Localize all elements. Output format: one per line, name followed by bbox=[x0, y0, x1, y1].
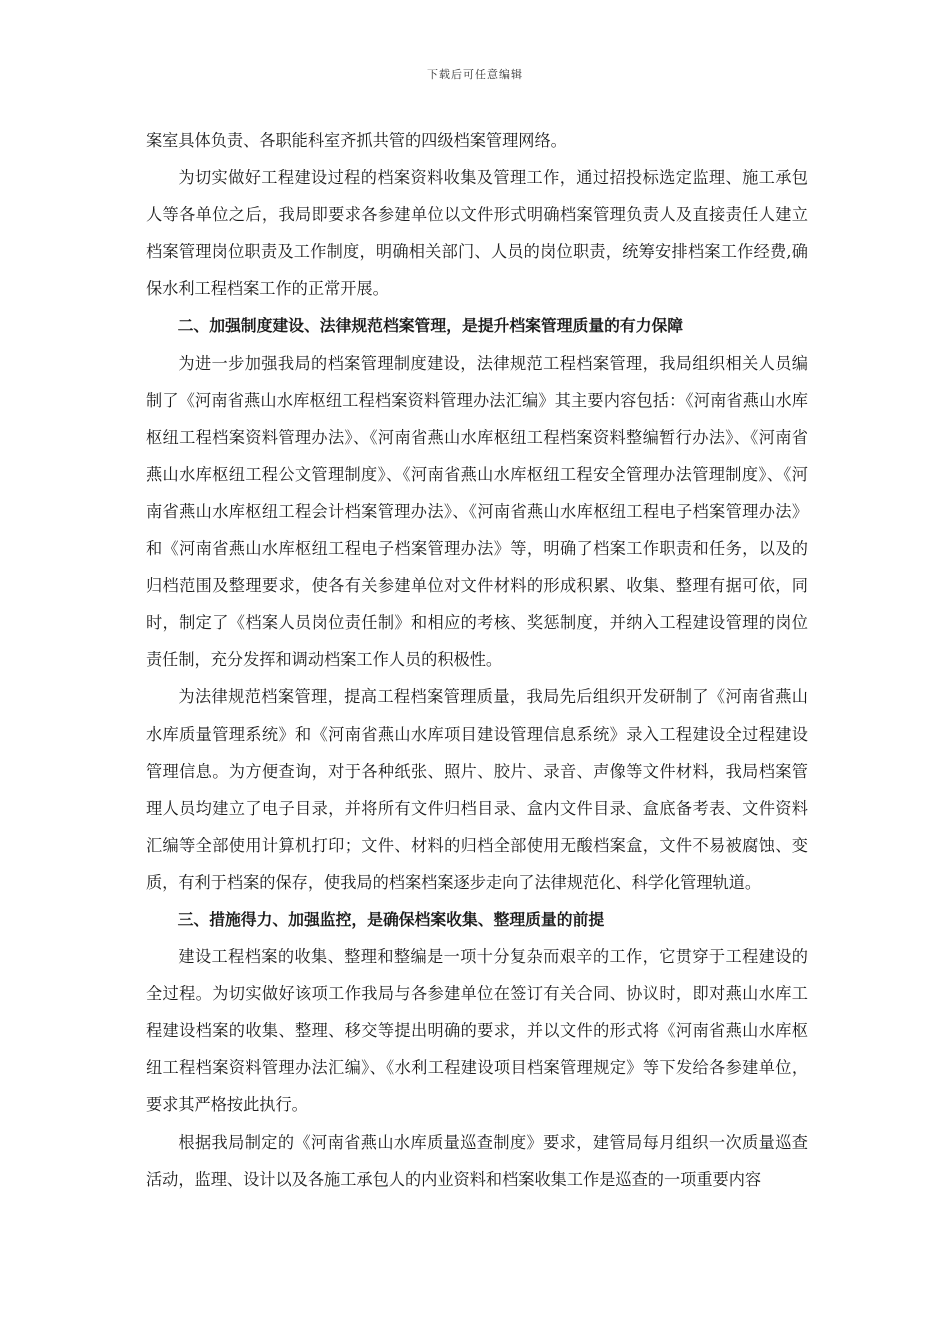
section-heading-3: 三、措施得力、加强监控，是确保档案收集、整理质量的前提 bbox=[177, 909, 605, 929]
paragraph-collection-work: 建设工程档案的收集、整理和整编是一项十分复杂而艰辛的工作，它贯穿于工程建设的全过程。为切实做好该项工作我局与各参建单位在签订有关合同、协议时，即对燕山水库工程建设档案的收集、整理、移交等提出明确的要求，并以文件的形式将《河南省燕山水库枢纽工程档案资料管理办法汇编》、《水利工程建设项目档案管理规定》等下发给各参建单位，要求其严格按此执行。 bbox=[146, 947, 808, 1115]
paragraph-archive-collection: 为切实做好工程建设过程的档案资料收集及管理工作，通过招投标选定监理、施工承包人等各单位之后，我局即要求各参建单位以文件形式明确档案管理负责人及直接责任人建立档案管理岗位职责及工作制度，明确相关部门、人员的岗位职责，统筹安排档案工作经费,确保水利工程档案工作的正常开展。 bbox=[146, 168, 808, 299]
paragraph-system-building: 为进一步加强我局的档案管理制度建设，法律规范工程档案管理，我局组织相关人员编制了《河南省燕山水库枢纽工程档案资料管理办法汇编》其主要内容包括：《河南省燕山水库枢纽工程档案资料管理办法》、《河南省燕山水库枢纽工程档案资料整编暂行办法》、《河南省燕山水库枢纽工程公文管理制度》、《河南省燕山水库枢纽工程安全管理办法管理制度》、《河南省燕山水库枢纽工程会计档案管理办法》、《河南省燕山水库枢纽工程电子档案管理办法》和《河南省燕山水库枢纽工程电子档案管理办法》等，明确了档案工作职责和任务，以及的归档范围及整理要求，使各有关参建单位对文件材料的形成积累、收集、整理有据可依，同时，制定了《档案人员岗位责任制》和相应的考核、奖惩制度，并纳入工程建设管理的岗位责任制，充分发挥和调动档案工作人员的积极性。 bbox=[146, 353, 808, 670]
document-body bbox=[146, 122, 808, 1198]
paragraph-legal-standardization: 为法律规范档案管理，提高工程档案管理质量，我局先后组织开发研制了《河南省燕山水库质量管理系统》和《河南省燕山水库项目建设管理信息系统》录入工程建设全过程建设管理信息。为方便查询，对于各种纸张、照片、胶片、录音、声像等文件材料，我局档案管理人员均建立了电子目录，并将所有文件归档目录、盒内文件目录、盒底备考表、文件资料汇编等全部使用计算机打印；文件、材料的归档全部使用无酸档案盒，文件不易被腐蚀、变质，有利于档案的保存，使我局的档案档案逐步走向了法律规范化、科学化管理轨道。 bbox=[146, 687, 808, 892]
section-heading-2: 二、加强制度建设、法律规范档案管理，是提升档案管理质量的有力保障 bbox=[177, 316, 684, 336]
page-header-note: 下载后可任意编辑 bbox=[427, 68, 523, 81]
paragraph-inspection: 根据我局制定的《河南省燕山水库质量巡查制度》要求，建管局每月组织一次质量巡查活动，监理、设计以及各施工承包人的内业资料和档案收集工作是巡查的一项重要内容 bbox=[146, 1132, 808, 1189]
paragraph-continuation: 案室具体负责、各职能科室齐抓共管的四级档案管理网络。 bbox=[146, 131, 567, 150]
